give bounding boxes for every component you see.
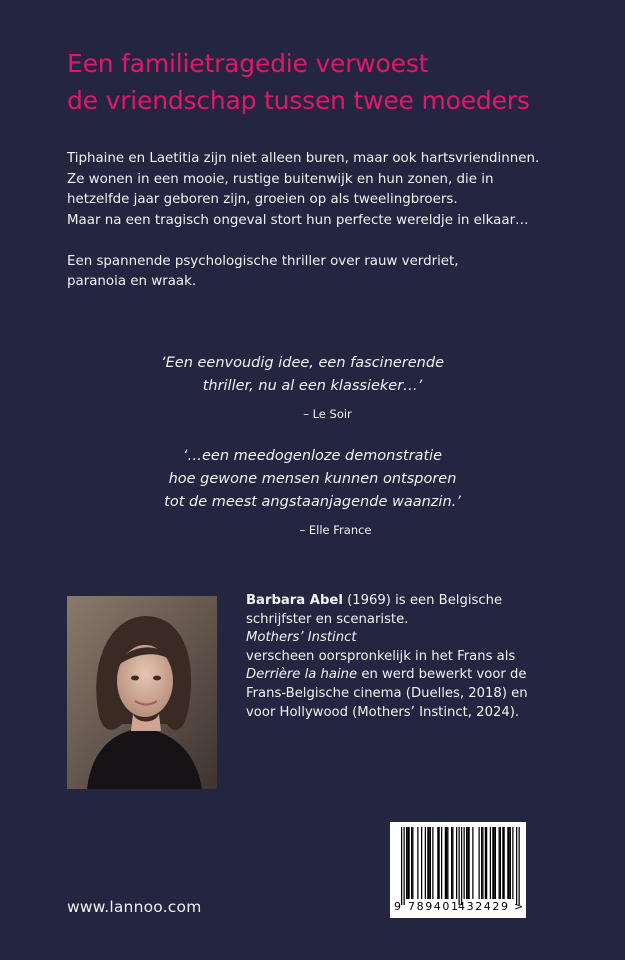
barcode-bar <box>509 827 510 899</box>
barcode-bar <box>507 827 508 899</box>
barcode-bar <box>492 827 493 899</box>
barcode-bar <box>417 827 418 899</box>
barcode-bar <box>459 827 460 905</box>
blurb-line: Tiphaine en Laetitia zijn niet alleen buren, maar ook hartsvriendinnen. <box>67 151 540 166</box>
barcode-bar <box>446 827 447 899</box>
barcode-bar <box>447 827 448 899</box>
blurb-line: Ze wonen in een mooie, rustige buitenwijk en hun zonen, die in <box>67 171 494 187</box>
barcode-bar <box>451 827 452 899</box>
barcode-bar <box>512 827 513 899</box>
barcode-bar <box>404 827 405 905</box>
barcode-bar <box>504 827 505 899</box>
barcode-bar <box>401 827 402 905</box>
barcode-bar <box>495 827 496 899</box>
quote-text: ‘Een eenvoudig idee, een fascinerende thriller, nu al een klassieker…’ <box>161 355 444 394</box>
barcode-bar <box>461 827 462 905</box>
blurb-line: hetzelfde jaar geboren zijn, groeien op als tweelingbroers. <box>67 192 458 207</box>
barcode-bar <box>407 827 408 899</box>
author-photo <box>67 596 217 789</box>
author-name: Barbara Abel <box>246 593 343 608</box>
barcode-bar <box>499 827 500 899</box>
barcode-bar <box>452 827 453 899</box>
barcode-bar <box>421 827 422 899</box>
barcode-bar <box>469 827 470 899</box>
quote-source: – Elle France <box>299 523 372 537</box>
review-quote <box>0 352 625 421</box>
author-bio: Barbara Abel (1969) is een Belgische schrijfster en scenariste. Mothers’ Instinct verscheen oorspronkelijk in het Frans als Derrière la haine en werd bewerkt voor de Frans-Belgische cinema (Duelles, 2018) en voor Hollywood (Mothers’ Instinct, 2024). <box>246 593 528 720</box>
barcode-bar <box>466 827 467 899</box>
blurb-line: paranoia en wraak. <box>67 274 197 289</box>
barcode-bar <box>467 827 468 899</box>
barcode-bar <box>500 827 501 899</box>
barcode-bar <box>494 827 495 899</box>
barcode-bar <box>456 827 457 899</box>
barcode-lead-digit: 9 <box>394 900 401 913</box>
quote-source: – Le Soir <box>303 407 352 421</box>
barcode-bar <box>425 827 426 899</box>
barcode-left-group: 789401 <box>408 900 460 913</box>
blurb-line: Maar na een tragisch ongeval stort hun perfecte wereldje in elkaar… <box>67 212 529 228</box>
barcode-bar <box>441 827 442 899</box>
publisher-website: www.lannoo.com <box>67 898 202 916</box>
barcode-right-group: 432429 <box>458 900 510 913</box>
barcode-bar <box>432 827 433 899</box>
blurb <box>67 149 567 293</box>
barcode-quiet-mark: > <box>514 900 524 913</box>
isbn-barcode <box>390 822 526 918</box>
barcode-bar <box>481 827 482 899</box>
barcode-bar <box>472 827 473 899</box>
barcode-bar <box>409 827 410 899</box>
barcode-bar <box>486 827 487 899</box>
barcode-bar <box>464 827 465 899</box>
barcode-bar <box>490 827 491 899</box>
original-title: Derrière la haine <box>246 667 358 683</box>
barcode-bar <box>412 827 413 899</box>
barcode-bar <box>406 827 407 899</box>
barcode-bar <box>430 827 431 899</box>
headline <box>67 45 607 119</box>
barcode-bar <box>445 827 446 899</box>
barcode-digits <box>390 900 526 916</box>
quote-text: ‘…een meedogenloze demonstratie hoe gewone mensen kunnen ontsporen tot de meest angstaanjagende waanzin.’ <box>164 448 461 510</box>
book-title: Mothers’ Instinct <box>246 630 357 646</box>
barcode-bar <box>516 827 517 905</box>
barcode-bar <box>482 827 483 899</box>
barcode-bar <box>479 827 480 899</box>
barcode-bar <box>485 827 486 899</box>
blurb-line: Een spannende psychologische thriller over rauw verdriet, <box>67 253 459 269</box>
barcode-bar <box>519 827 520 905</box>
headline-line-2: de vriendschap tussen twee moeders <box>67 86 530 115</box>
barcode-bar <box>411 827 412 899</box>
barcode-bar <box>429 827 430 899</box>
barcode-bar <box>502 827 503 899</box>
barcode-bar <box>510 827 511 899</box>
barcode-bar <box>437 827 438 899</box>
review-quote <box>0 445 625 537</box>
review-quotes <box>0 352 625 537</box>
barcode-bar <box>427 827 428 899</box>
headline-line-1: Een familietragedie verwoest <box>67 49 429 78</box>
barcode-bar <box>439 827 440 899</box>
